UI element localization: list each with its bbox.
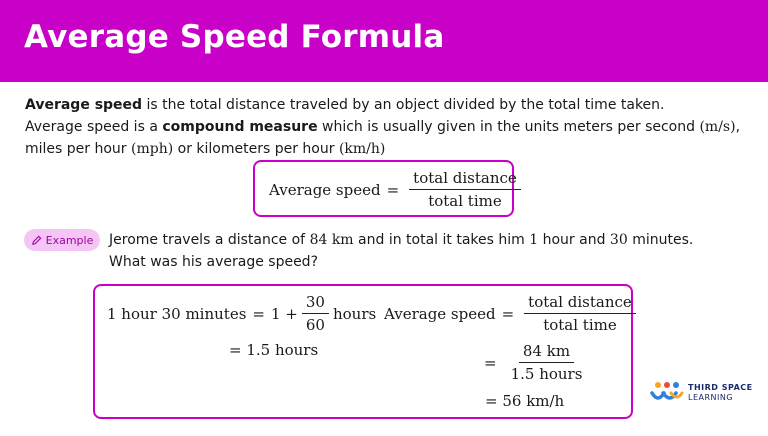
formula-numerator: total distance [409, 169, 521, 190]
intro-line-3-pre: miles per hour [25, 141, 131, 157]
time-term: 1 + [270, 304, 298, 323]
speed-substitution [484, 342, 590, 383]
intro-line-2-rest: which is usually given in the units meters per second [317, 119, 700, 135]
logo-line-2: LEARNING [688, 393, 734, 402]
question-distance: 84 km [309, 232, 354, 248]
speed-result: = 56 km/h [485, 392, 565, 410]
intro-line-1-rest: is the total distance traveled by an object divided by the total time taken. [142, 97, 665, 113]
page-title: Average Speed Formula [24, 19, 445, 55]
formula-fraction [409, 169, 521, 210]
speed-sub-den: 1.5 hours [510, 365, 583, 383]
speed-equals: = [501, 304, 515, 323]
question-part-2: and in total it takes him [353, 232, 530, 248]
pencil-icon [31, 235, 42, 246]
intro-line-2-pre: Average speed is a [25, 119, 163, 135]
speed-sub-num: 84 km [519, 342, 574, 363]
solution-box [93, 284, 633, 419]
speed-sub-equals: = [484, 353, 497, 372]
question-part-3: hour and [538, 232, 610, 248]
speed-sub-fraction [507, 342, 587, 383]
formula-denominator: total time [428, 192, 502, 210]
third-space-logo-icon [650, 381, 684, 405]
speed-frac-den: total time [543, 316, 617, 334]
time-conversion [107, 293, 376, 334]
time-frac-num: 30 [302, 293, 329, 314]
logo-text [688, 383, 753, 403]
question-hours: 1 [529, 232, 539, 248]
time-result: = 1.5 hours [229, 341, 319, 359]
time-unit: hours [332, 304, 377, 323]
time-lhs: 1 hour 30 minutes [107, 304, 247, 323]
speed-lhs: Average speed [384, 304, 496, 323]
formula-equals: = [386, 180, 400, 199]
third-space-logo [650, 381, 760, 405]
speed-fraction [524, 293, 636, 334]
unit-mph: (mph) [131, 141, 174, 157]
term-compound-measure: compound measure [162, 119, 318, 135]
intro-line-2: Average speed is a compound measure which is usually given in the units meters per second (m/s), [25, 119, 741, 135]
time-fraction [302, 293, 329, 334]
unit-ms: (m/s) [699, 119, 736, 135]
formula-lhs: Average speed [269, 180, 381, 199]
example-badge [24, 229, 100, 251]
intro-line-1 [25, 94, 750, 116]
question-line-1 [109, 229, 749, 251]
time-frac-den: 60 [305, 316, 325, 334]
example-badge-label: Example [45, 233, 94, 247]
formula-box [253, 160, 517, 217]
formula [269, 169, 525, 210]
header-bar [0, 0, 768, 82]
term-average-speed: Average speed [25, 97, 143, 113]
question-part-4: minutes. [627, 232, 694, 248]
logo-line-1: THIRD SPACE [688, 383, 753, 392]
unit-kmh: (km/h) [338, 141, 386, 157]
question-minutes: 30 [609, 232, 628, 248]
time-equals: = [252, 304, 265, 323]
question-part-1: Jerome travels a distance of [109, 232, 310, 248]
question-line-2: What was his average speed? [109, 254, 319, 270]
intro-text [25, 94, 750, 160]
intro-line-3 [25, 138, 750, 160]
speed-frac-num: total distance [524, 293, 636, 314]
intro-line-3-mid: or kilometers per hour [173, 141, 339, 157]
speed-formula [384, 293, 640, 334]
example-question [109, 229, 749, 273]
